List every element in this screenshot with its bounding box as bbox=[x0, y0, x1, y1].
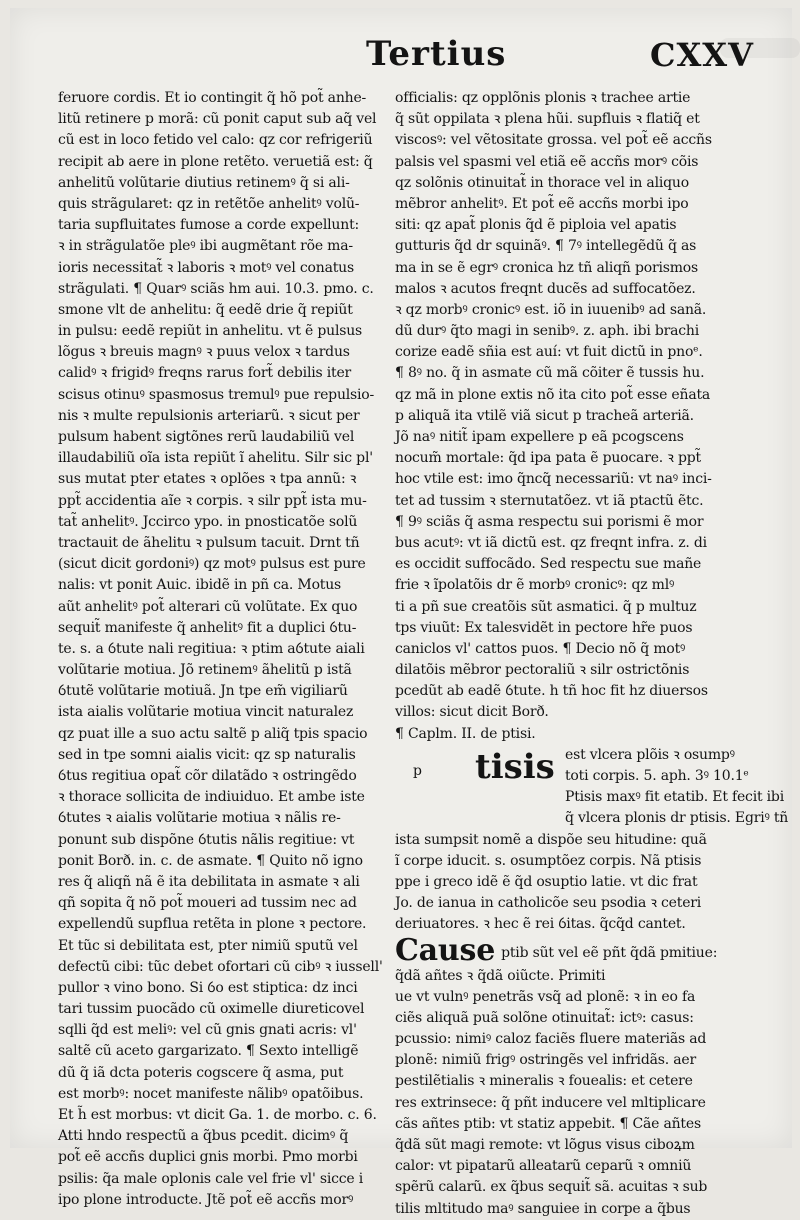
text-line: pcussio: nimiꝰ caloz faciẽs fluere materiãs ad bbox=[395, 1031, 707, 1048]
text-line: smone vlt de anhelitu: q̃ eedẽ drie q̃ repiũt bbox=[58, 301, 353, 318]
text-line: ĩ corpe iducit. s. osumptõez corpis. Nã ptisis bbox=[395, 852, 702, 869]
text-line: q̃dã sũt magi remote: vt lõgus visus ciboꝝm bbox=[395, 1137, 695, 1153]
text-line: officialis: qz opplõnis plonis ꝛ trachee artie bbox=[395, 90, 691, 106]
text-line: ipo plone introducte. Jtẽ pot̃ eẽ accñs morꝰ bbox=[58, 1191, 354, 1208]
text-line: tat̃ anhelitꝰ. Jccirco ypo. in pnosticatõe solũ bbox=[58, 513, 358, 530]
text-line: ma in se ẽ egrꝰ cronica hz tñ aliqñ porismos bbox=[395, 259, 699, 276]
text-line: res extrinsece: q̃ pñt inducere vel mltiplicare bbox=[395, 1094, 706, 1111]
cause-second-line: q̃dã añtes ꝛ q̃dã oiũcte. Primiti bbox=[395, 967, 606, 984]
text-line: pestilẽtialis ꝛ mineralis ꝛ fouealis: et cetere bbox=[395, 1073, 693, 1090]
text-line: es occidit suffocãdo. Sed respectu sue mañe bbox=[395, 556, 702, 573]
text-line: bus acutꝰ: vt iã dictũ est. qz freqnt infra. z. di bbox=[395, 534, 707, 551]
text-line: ppe i greco idẽ ẽ q̃d osuptio latie. vt dic frat bbox=[395, 873, 698, 890]
text-line: ti a pñ sue creatõis sũt asmatici. q̃ p multuz bbox=[395, 598, 697, 615]
text-line: dũ durꝰ q̃to magi in senibꝰ. z. aph. ibi brachi bbox=[395, 323, 699, 340]
text-line: p aliquã ita vtilẽ viã sicut p tracheã arteriã. bbox=[395, 407, 694, 424]
text-line: defectũ cibi: tũc debet ofortari cũ cibꝰ ꝛ iussell' bbox=[58, 958, 383, 975]
text-line: qñ sopita q̃ nõ pot̃ moueri ad tussim nec ad bbox=[58, 895, 357, 912]
running-head: Tertius bbox=[366, 34, 507, 74]
right-column-bottom-text bbox=[395, 987, 755, 1220]
text-line: q̃ vlcera plonis dr ptisis. Egriꝰ tñ bbox=[565, 810, 789, 827]
text-line: aũt anhelitꝰ pot̃ alterari cũ volũtate. Ex quo bbox=[58, 598, 358, 615]
text-line: ista aialis volũtarie motiua vincit naturalez bbox=[58, 704, 354, 721]
text-line: est vlcera plõis ꝛ osumpꝰ bbox=[565, 746, 735, 763]
text-line: ponit Borð. in. c. de asmate. ¶ Quito nõ igno bbox=[58, 852, 363, 869]
text-line: tractauit de ãhelitu ꝛ pulsum tacuit. Drnt tñ bbox=[58, 534, 360, 551]
text-line: viscosꝰ: vel vẽtositate grossa. vel pot̃ eẽ accñs bbox=[395, 132, 712, 149]
text-line: mẽbror anhelitꝰ. Et pot̃ eẽ accñs morbi ipo bbox=[395, 195, 689, 212]
text-line: sed in tpe somni aialis vicit: qz sp naturalis bbox=[58, 746, 356, 763]
text-line: dilatõis mẽbror pectoraliũ ꝛ silr ostrictõnis bbox=[395, 662, 690, 679]
text-line: Et h̃ est morbus: vt dicit Ga. 1. de morbo. c. 6. bbox=[58, 1107, 377, 1123]
text-line: volũtarie motiua. Jõ retinemꝰ ãhelitũ p istã bbox=[58, 662, 352, 679]
text-line: expellendũ supflua retẽta in plone ꝛ pectore. bbox=[58, 916, 367, 933]
text-line: sus mutat pter etates ꝛ oplões ꝛ tpa annũ: ꝛ bbox=[58, 471, 357, 488]
text-line: pcedũt ab eadẽ ỽtute. h tñ hoc fit hz diuersos bbox=[395, 683, 708, 700]
text-line: res q̃ aliqñ nã ẽ ita debilitata in asmate ꝛ ali bbox=[58, 873, 360, 890]
right-column-top-text bbox=[395, 88, 755, 745]
folio-number: CXXV bbox=[650, 36, 754, 74]
text-line: in pulsu: eedẽ repiũt in anhelitu. vt ẽ pulsus bbox=[58, 323, 363, 340]
text-line: dũ q̃ iã dcta poteris cogscere q̃ asma, put bbox=[58, 1064, 344, 1081]
text-line: (sicut dicit gordoniꝰ) qz motꝰ pulsus est pure bbox=[58, 556, 366, 573]
text-line: Et tũc si debilitata est, pter nimiũ sputũ vel bbox=[58, 937, 358, 954]
text-line: lõgus ꝛ breuis magnꝰ ꝛ puus velox ꝛ tardus bbox=[58, 344, 350, 361]
ptisis-initial: tisis bbox=[475, 746, 555, 787]
text-line: scisus otinuꝰ spasmosus tremulꝰ pue repulsio- bbox=[58, 386, 375, 403]
left-column bbox=[58, 88, 388, 1211]
text-line: palsis vel spasmi vel etiã eẽ accñs morꝰ cõis bbox=[395, 153, 699, 170]
text-line: ioris necessitat̃ ꝛ laboris ꝛ motꝰ vel conatus bbox=[58, 259, 354, 276]
text-line: sqlli q̃d est meliꝰ: vel cũ gnis gnati acris: vl' bbox=[58, 1022, 357, 1039]
text-line: qz puat ille a suo actu saltẽ p aliq̃ tpis spacio bbox=[58, 725, 368, 742]
text-line: est morbꝰ: nocet manifeste nãlibꝰ opatõibus. bbox=[58, 1085, 364, 1102]
text-line: malos ꝛ acutos freqnt ducẽs ad suffocatõez. bbox=[395, 280, 696, 297]
text-line: feruore cordis. Et io contingit q̃ hõ pot̃ anhe- bbox=[58, 90, 367, 106]
text-line: saltẽ cũ aceto gargarizato. ¶ Sexto intelligẽ bbox=[58, 1043, 359, 1060]
text-line: tari tussim puocãdo cũ oximelle diureticovel bbox=[58, 1001, 365, 1018]
text-line: ppt̃ accidentia aĩe ꝛ corpis. ꝛ silr ppt̃ ista mu- bbox=[58, 492, 367, 509]
text-line: ¶ Caplm. II. de ptisi. bbox=[395, 725, 536, 742]
text-line: quis strãgularet: qz in retẽtõe anhelitꝰ volũ- bbox=[58, 195, 360, 212]
text-line: nocum̃ mortale: q̃d ipa pata ẽ puocare. ꝛ ppt̃ bbox=[395, 450, 701, 467]
text-line: tilis mltitudo maꝰ sanguiee in corpe a q̃bus bbox=[395, 1200, 691, 1217]
text-line: Jo. de ianua in catholicõe seu psodia ꝛ ceteri bbox=[395, 895, 702, 912]
text-line: Atti hndo respectũ a q̃bus pcedit. dicimꝰ q̃ bbox=[58, 1128, 349, 1145]
text-line: te. s. a ỽtute nali regitiua: ꝛ ptim aỽtute aiali bbox=[58, 640, 365, 657]
text-line: gutturis q̃d dr squinãꝰ. ¶ 7ꝰ intellegẽdũ q̃ as bbox=[395, 238, 697, 255]
cause-initial: Cause bbox=[395, 932, 496, 968]
text-line: litũ retinere p morã: cũ ponit caput sub aq̃ vel bbox=[58, 111, 377, 128]
text-line: deriuatores. ꝛ hec ẽ rei ỽitas. q̃cq̃d cantet. bbox=[395, 916, 686, 933]
text-line: ꝛ thorace sollicita de indiuiduo. Et ambe iste bbox=[58, 789, 365, 806]
text-line: Jõ naꝰ nitit̃ ipam expellere p eã pcogscens bbox=[395, 429, 684, 445]
ptisis-chapter-opening bbox=[395, 745, 789, 830]
text-line: plonẽ: nimiũ frigꝰ ostringẽs vel infridãs. aer bbox=[395, 1052, 696, 1069]
text-line: toti corpis. 5. aph. 3ꝰ 10.1ᵉ bbox=[565, 768, 749, 784]
text-line: ista sumpsit nomẽ a dispõe seu hitudine: quã bbox=[395, 831, 707, 848]
text-line: caniclos vl' cattos puos. ¶ Decio nõ q̃ motꝰ bbox=[395, 640, 686, 657]
text-line: qz solõnis otinuitat̃ in thorace vel in aliquo bbox=[395, 174, 689, 191]
text-line: pulsum habent sigtõnes rerũ laudabiliũ vel bbox=[58, 429, 355, 445]
right-column-middle-text bbox=[395, 830, 755, 936]
text-line: nalis: vt ponit Auic. ibidẽ in pñ ca. Motus bbox=[58, 577, 342, 594]
ptisis-lines-beside bbox=[565, 745, 789, 830]
text-line: Ptisis maxꝰ fit etatib. Et fecit ibi bbox=[565, 789, 784, 806]
text-line: pullor ꝛ vino bono. Si ỽo est stiptica: dz inci bbox=[58, 979, 358, 996]
book-page bbox=[10, 8, 792, 1217]
text-line: ¶ 9ꝰ sciãs q̃ asma respectu sui porismi ẽ mor bbox=[395, 513, 704, 530]
right-column bbox=[395, 88, 789, 1220]
text-line: anhelitũ volũtarie diutius retinemꝰ q̃ si ali- bbox=[58, 174, 350, 191]
text-line: cãs añtes ptib: vt statiz appebit. ¶ Cãe añtes bbox=[395, 1115, 701, 1132]
text-line: pot̃ eẽ accñs duplici gnis morbi. Pmo morbi bbox=[58, 1149, 358, 1166]
guide-letter: p bbox=[413, 762, 422, 779]
text-line: ponunt sub dispõne ỽtutis nãlis regitiue: vt bbox=[58, 831, 355, 848]
text-line: taria supfluitates fumose a corde expellunt: bbox=[58, 217, 360, 234]
cause-section-opening bbox=[395, 932, 755, 987]
cause-first-line: ptib sũt vel eẽ pñt q̃dã pmitiue: bbox=[501, 944, 718, 961]
text-line: qz mã in plone extis nõ ita cito pot̃ esse eñata bbox=[395, 386, 711, 403]
text-line: frie ꝛ ĩpolatõis dr ẽ morbꝰ cronicꝰ: qz mlꝰ bbox=[395, 577, 675, 594]
text-line: q̃ sũt oppilata ꝛ plena hũi. supfluis ꝛ flatiq̃ et bbox=[395, 111, 700, 128]
text-line: sequit̃ manifeste q̃ anhelitꝰ fit a duplici ỽtu- bbox=[58, 619, 357, 636]
text-line: ¶ 8ꝰ no. q̃ in asmate cũ mã cõiter ẽ tussis hu. bbox=[395, 365, 705, 382]
text-line: recipit ab aere in plone retẽto. veruetiã est: q̃ bbox=[58, 153, 373, 170]
text-line: ꝛ qz morbꝰ cronicꝰ est. iõ in iuuenibꝰ ad sanã. bbox=[395, 301, 707, 318]
text-line: ỽtutes ꝛ aialis volũtarie motiua ꝛ nãlis re- bbox=[58, 810, 341, 827]
text-line: villos: sicut dicit Borð. bbox=[395, 704, 549, 721]
text-line: siti: qz apat̃ plonis q̃d ẽ piploia vel apatis bbox=[395, 217, 677, 234]
text-line: ꝛ in strãgulatõe pleꝰ ibi augmẽtant rõe ma- bbox=[58, 238, 353, 255]
text-line: tet ad tussim ꝛ sternutatõez. vt iã ptactũ ẽtc. bbox=[395, 492, 704, 509]
text-line: nis ꝛ multe repulsionis arteriarũ. ꝛ sicut per bbox=[58, 407, 360, 424]
text-line: hoc vtile est: imo q̃ncq̃ necessariũ: vt naꝰ inci- bbox=[395, 471, 712, 488]
text-line: ciẽs aliquã puã solõne otinuitat̃: ictꝰ: casus: bbox=[395, 1009, 694, 1026]
text-line: strãgulati. ¶ Quarꝰ sciãs hm aui. 10.3. pmo. c. bbox=[58, 280, 374, 297]
text-line: corize eadẽ sñia est auí: vt fuit dictũ in pnoᵉ. bbox=[395, 344, 703, 361]
text-line: tps viuũt: Ex talesvidẽt in pectore hr̃e puos bbox=[395, 619, 693, 636]
text-line: calor: vt pipatarũ alleatarũ ceparũ ꝛ omniũ bbox=[395, 1158, 692, 1175]
text-line: ue vt vulnꝰ penetrãs vsq̃ ad plonẽ: ꝛ in eo fa bbox=[395, 988, 696, 1005]
text-line: psilis: q̃a male oplonis cale vel frie vl' sicce i bbox=[58, 1170, 364, 1187]
text-line: ỽtutẽ volũtarie motiuã. Jn tpe em̃ vigiliarũ bbox=[58, 683, 348, 700]
text-line: cũ est in loco fetido vel calo: qz cor refrigeriũ bbox=[58, 132, 373, 149]
text-line: spẽrũ calarũ. ex q̃bus sequit̃ sã. acuitas ꝛ sub bbox=[395, 1179, 708, 1196]
text-line: calidꝰ ꝛ frigidꝰ freqns rarus fort̃ debilis iter bbox=[58, 365, 352, 382]
text-line: illaudabiliũ oĩa ista repiũt ĩ ahelitu. Silr sic pl' bbox=[58, 450, 373, 467]
text-line: ỽtus regitiua opat̃ cõr dilatãdo ꝛ ostringẽdo bbox=[58, 768, 357, 784]
